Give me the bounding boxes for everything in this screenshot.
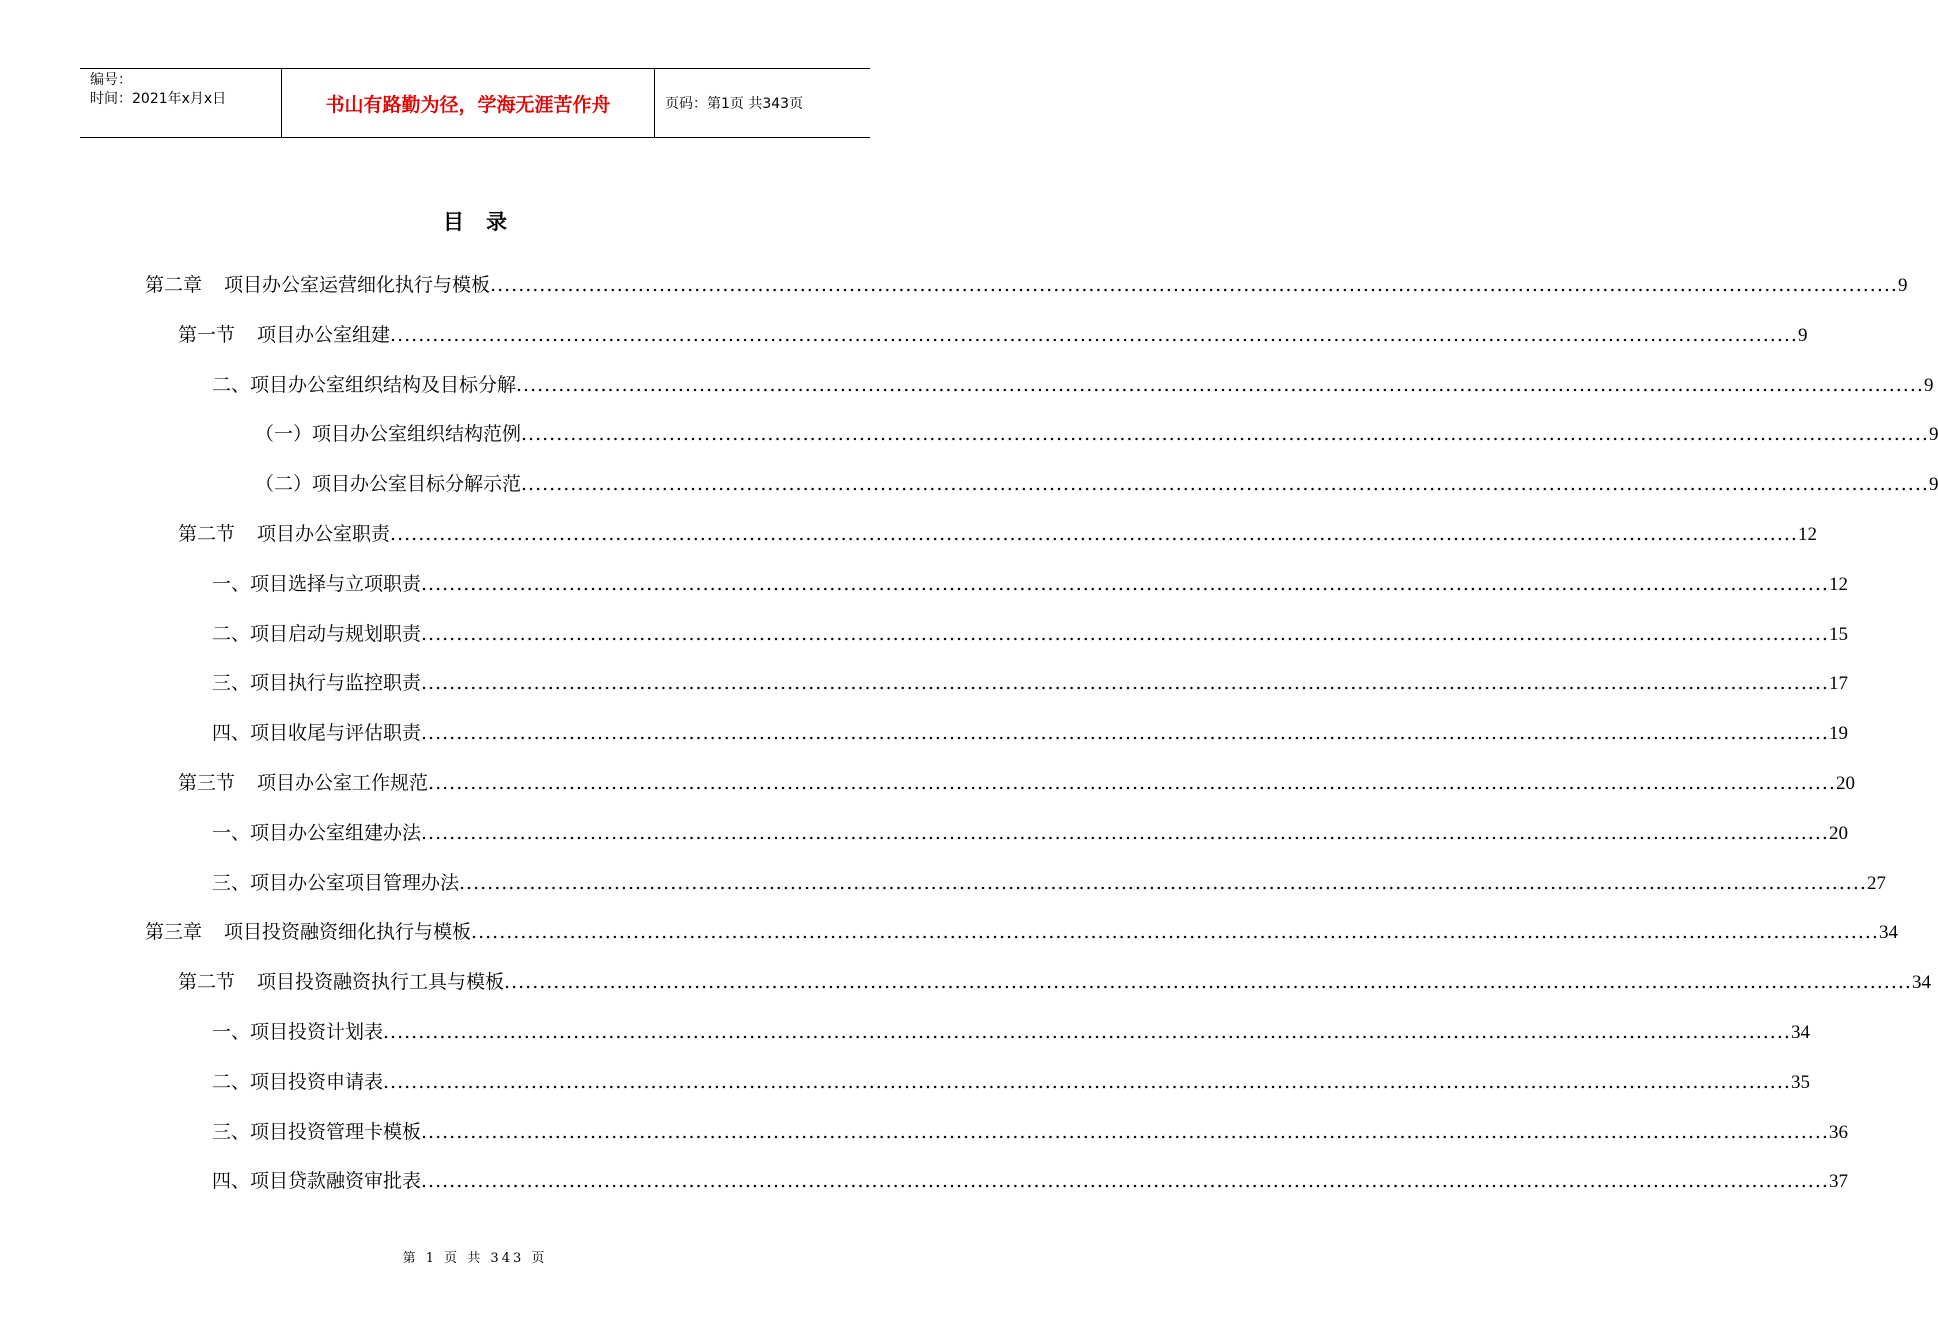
toc-entry[interactable] — [212, 370, 1934, 400]
toc-leader-dots: ........................................................................................................................................................................................................ — [459, 871, 1867, 894]
toc-entry-title — [212, 1017, 383, 1044]
toc-entry[interactable] — [178, 320, 1808, 350]
toc-page-number: 17 — [1828, 673, 1848, 695]
toc-leader-dots: ........................................................................................................................................................................................................ — [490, 274, 1898, 296]
toc-entry-title — [212, 1166, 421, 1193]
toc-entry-label: 第三章 — [145, 921, 203, 944]
toc-page-number: 19 — [1828, 723, 1848, 745]
toc-entry[interactable] — [178, 519, 1817, 549]
toc-entry-text: 项目办公室工作规范 — [257, 772, 429, 794]
toc-leader-dots: ........................................................................................................................................................................................................ — [521, 473, 1929, 496]
header-page-info: 页码：第1页 共343页 — [665, 96, 804, 112]
toc-page-number: 34 — [1790, 1022, 1810, 1043]
toc-entry[interactable] — [212, 1017, 1810, 1047]
toc-entry-text: 四、项目收尾与评估职责 — [212, 722, 422, 745]
toc-entry-label: 第三节 — [178, 772, 236, 794]
toc-page-number: 15 — [1828, 623, 1848, 645]
toc-entry-title — [212, 818, 421, 845]
page-header — [80, 68, 870, 138]
toc-leader-dots: ........................................................................................................................................................................................................ — [383, 1021, 1791, 1043]
toc-entry-text: 一、项目选择与立项职责 — [212, 572, 422, 595]
toc-entry-title — [212, 718, 421, 745]
toc-leader-dots: ........................................................................................................................................................................................................ — [471, 921, 1879, 944]
number-label: 编号： — [90, 72, 132, 88]
toc-entry-title — [212, 370, 516, 397]
date-label: 时间：2021年x月x日 — [90, 91, 227, 107]
toc-entry-title — [145, 270, 490, 297]
toc-leader-dots: ........................................................................................................................................................................................................ — [383, 1070, 1791, 1093]
toc-leader-dots: ........................................................................................................................................................................................................ — [421, 622, 1829, 645]
toc-entry-title — [255, 419, 521, 446]
toc-leader-dots: ........................................................................................................................................................................................................ — [390, 523, 1798, 545]
toc-entry[interactable] — [255, 419, 1938, 449]
toc-entry[interactable] — [145, 917, 1898, 947]
toc-page-number: 12 — [1797, 524, 1817, 545]
toc-leader-dots: ........................................................................................................................................................................................................ — [504, 971, 1912, 994]
toc-entry-title — [212, 668, 421, 695]
toc-entry-text: 项目投资融资细化执行与模板 — [224, 921, 472, 944]
toc-page-number: 37 — [1828, 1171, 1848, 1193]
toc-entry-title — [212, 868, 459, 895]
toc-leader-dots: ........................................................................................................................................................................................................ — [390, 323, 1798, 346]
toc-entry[interactable] — [212, 868, 1886, 898]
toc-page-number: 9 — [1797, 324, 1808, 346]
toc-entry[interactable] — [178, 768, 1855, 798]
toc-leader-dots: ........................................................................................................................................................................................................ — [421, 572, 1829, 595]
toc-leader-dots: ........................................................................................................................................................................................................ — [421, 1120, 1829, 1143]
toc-entry-text: 一、项目办公室组建办法 — [212, 821, 422, 844]
toc-page-number: 27 — [1866, 872, 1886, 894]
toc-leader-dots: ........................................................................................................................................................................................................ — [421, 722, 1829, 745]
toc-page-number: 9 — [1897, 275, 1908, 296]
toc-entry-text: （一）项目办公室组织结构范例 — [255, 423, 522, 446]
toc-entry-title — [178, 768, 428, 795]
toc-entry[interactable] — [178, 967, 1931, 997]
toc-entry-label: 第二章 — [145, 274, 203, 296]
toc-entry-title — [178, 519, 390, 546]
toc-entry[interactable] — [212, 1166, 1848, 1196]
toc-page-number: 20 — [1835, 773, 1855, 794]
toc-page-number: 36 — [1828, 1121, 1848, 1143]
toc-page-number: 9 — [1923, 374, 1934, 396]
toc-entry-text: 项目投资融资执行工具与模板 — [257, 971, 505, 994]
toc-entry-title — [212, 1117, 421, 1144]
toc-entry-label: 第一节 — [178, 323, 236, 346]
toc-entry-text: 二、项目投资申请表 — [212, 1070, 384, 1093]
toc-leader-dots: ........................................................................................................................................................................................................ — [516, 373, 1924, 396]
toc-entry-text: 三、项目办公室项目管理办法 — [212, 871, 460, 894]
toc-page-number: 35 — [1790, 1071, 1810, 1093]
page-footer: 第 1 页 共 343 页 — [402, 1251, 548, 1266]
toc-leader-dots: ........................................................................................................................................................................................................ — [428, 772, 1836, 794]
toc-entry[interactable] — [212, 569, 1848, 599]
toc-leader-dots: ........................................................................................................................................................................................................ — [521, 423, 1929, 446]
toc-page-number: 9 — [1928, 424, 1938, 446]
toc-entry[interactable] — [212, 718, 1848, 748]
header-meta — [80, 69, 282, 137]
toc-entry[interactable] — [212, 818, 1848, 848]
toc-leader-dots: ........................................................................................................................................................................................................ — [421, 672, 1829, 695]
toc-entry[interactable] — [212, 619, 1848, 649]
toc-entry[interactable] — [212, 668, 1848, 698]
toc-entry[interactable] — [212, 1067, 1810, 1097]
toc-entry-label: 第二节 — [178, 971, 236, 994]
toc-page-number: 34 — [1911, 972, 1931, 994]
toc-entry-title — [178, 967, 504, 994]
toc-entry-text: （二）项目办公室目标分解示范 — [255, 473, 522, 496]
toc-leader-dots: ........................................................................................................................................................................................................ — [421, 821, 1829, 844]
toc-entry-text: 二、项目启动与规划职责 — [212, 622, 422, 645]
toc-entry-text: 三、项目执行与监控职责 — [212, 672, 422, 695]
toc-entry-text: 项目办公室组建 — [257, 323, 391, 346]
toc-page-number: 20 — [1828, 822, 1848, 844]
toc-leader-dots: ........................................................................................................................................................................................................ — [421, 1170, 1829, 1193]
toc-entry[interactable] — [145, 270, 1908, 300]
toc-title: 目录 — [443, 209, 529, 234]
toc-entry[interactable] — [212, 1117, 1848, 1147]
toc-entry-text: 二、项目办公室组织结构及目标分解 — [212, 373, 517, 396]
toc-entry-title — [212, 619, 421, 646]
toc-entry[interactable] — [255, 469, 1938, 499]
toc-entry-title — [178, 320, 390, 347]
toc-entry-title — [212, 569, 421, 596]
toc-page-number: 9 — [1928, 474, 1938, 496]
toc-page-number: 34 — [1878, 922, 1898, 944]
toc-entry-title — [255, 469, 521, 496]
toc-page-number: 12 — [1828, 573, 1848, 595]
toc-entry-text: 三、项目投资管理卡模板 — [212, 1120, 422, 1143]
toc-entry-title — [145, 917, 471, 944]
toc-entry-text: 项目办公室运营细化执行与模板 — [224, 274, 491, 296]
header-motto: 书山有路勤为径，学海无涯苦作舟 — [282, 69, 655, 137]
toc-entry-label: 第二节 — [178, 523, 236, 545]
toc-entry-text: 四、项目贷款融资审批表 — [212, 1170, 422, 1193]
toc-entry-title — [212, 1067, 383, 1094]
toc-entry-text: 一、项目投资计划表 — [212, 1021, 384, 1043]
toc-entry-text: 项目办公室职责 — [257, 523, 391, 545]
